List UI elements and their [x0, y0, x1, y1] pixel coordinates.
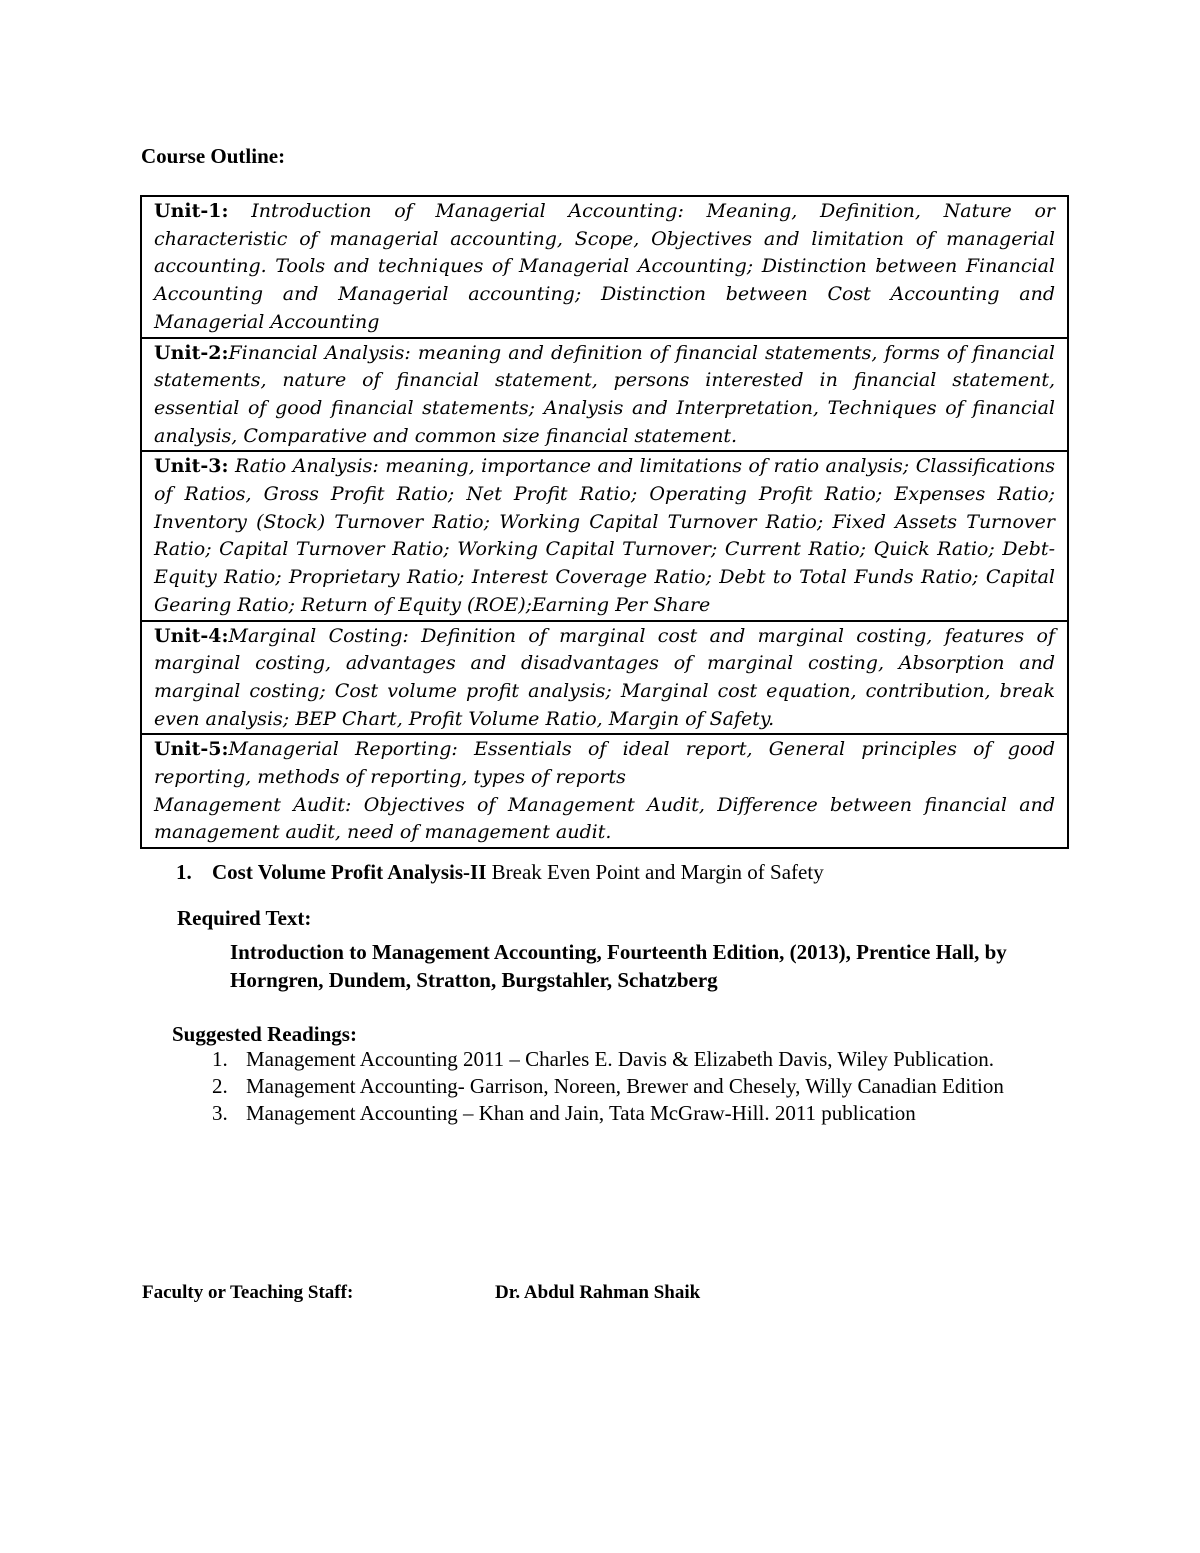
unit-cell	[141, 196, 1068, 338]
unit-row-4	[141, 621, 1068, 735]
reading-item	[212, 1100, 1042, 1127]
unit-label: Unit-3:	[154, 455, 229, 478]
unit-label: Unit-2:	[154, 341, 229, 364]
course-outline-heading: Course Outline:	[141, 144, 286, 168]
required-text-heading: Required Text:	[177, 906, 312, 930]
management-audit-description: Management Audit: Objectives of Management Audit, Difference between financial and management audit, need of management audit.	[154, 793, 1055, 844]
cvp-number: 1.	[176, 860, 192, 884]
unit-row-5	[141, 734, 1068, 848]
unit-cell	[141, 451, 1068, 620]
reading-text: Management Accounting 2011 – Charles E. Davis & Elizabeth Davis, Wiley Publication.	[246, 1047, 995, 1071]
reading-item	[212, 1046, 1042, 1073]
unit-row-2	[141, 338, 1068, 452]
unit-label: Unit-4:	[154, 624, 229, 647]
units-table	[140, 195, 1069, 849]
unit-cell	[141, 734, 1068, 848]
reading-item	[212, 1073, 1042, 1100]
required-text-book: Introduction to Management Accounting, Fourteenth Edition, (2013), Prentice Hall, by Horngren, Dundem, Stratton, Burgstahler, Schatzberg	[230, 940, 1007, 992]
unit-description: Marginal Costing: Definition of marginal cost and marginal costing, features of marginal costing, advantages and disadvantages of marginal costing, Absorption and marginal costing; Cost volume profit analysis; Marginal cost equation, contribution, break even analysis; BEP Chart, Profit Volume Ratio, Margin of Safety.	[154, 624, 1055, 730]
suggested-readings-list	[212, 1046, 1042, 1127]
unit-row-3	[141, 451, 1068, 620]
faculty-name: Dr. Abdul Rahman Shaik	[495, 1282, 701, 1303]
cvp-subtitle: Break Even Point and Margin of Safety	[486, 860, 824, 884]
cvp-title: Cost Volume Profit Analysis-II	[212, 860, 487, 884]
unit-description: Introduction of Managerial Accounting: Meaning, Definition, Nature or characteristic of managerial accounting, Scope, Objectives and limitation of managerial accounting. Tools and techniques of Managerial Accounting; Distinction between Financial Accounting and Managerial accounting; Distinction between Cost Accounting and Managerial Accounting	[154, 200, 1055, 333]
unit-row-1	[141, 196, 1068, 338]
reading-number: 2.	[212, 1074, 228, 1098]
unit-label: Unit-5:	[154, 738, 229, 761]
reading-number: 1.	[212, 1047, 228, 1071]
reading-text: Management Accounting – Khan and Jain, Tata McGraw-Hill. 2011 publication	[246, 1101, 916, 1125]
reading-number: 3.	[212, 1101, 228, 1125]
unit-description: Financial Analysis: meaning and definition of financial statements, forms of financial statements, nature of financial statement, persons interested in financial statement, essential of good financial statements; Analysis and Interpretation, Techniques of financial analysis, Comparative and common size financial statement.	[154, 341, 1055, 447]
suggested-readings-heading: Suggested Readings:	[172, 1022, 357, 1046]
faculty-label: Faculty or Teaching Staff:	[142, 1282, 354, 1303]
reading-text: Management Accounting- Garrison, Noreen, Brewer and Chesely, Willy Canadian Edition	[246, 1074, 1004, 1098]
unit-label: Unit-1:	[154, 200, 229, 222]
cvp-topic-line	[176, 860, 824, 885]
unit-cell	[141, 621, 1068, 735]
unit-description: Managerial Reporting: Essentials of ideal report, General principles of good reporting, methods of reporting, types of reports	[154, 738, 1055, 789]
unit-description: Ratio Analysis: meaning, importance and limitations of ratio analysis; Classifications of Ratios, Gross Profit Ratio; Net Profit Ratio; Operating Profit Ratio; Expenses Ratio; Inventory (Stock) Turnover Ratio; Working Capital Turnover Ratio; Fixed Assets Turnover Ratio; Capital Turnover Ratio; Working Capital Turnover; Current Ratio; Quick Ratio; Debt-Equity Ratio; Proprietary Ratio; Interest Coverage Ratio; Debt to Total Funds Ratio; Capital Gearing Ratio; Return of Equity (ROE);Earning Per Share	[154, 455, 1055, 616]
unit-cell	[141, 338, 1068, 452]
